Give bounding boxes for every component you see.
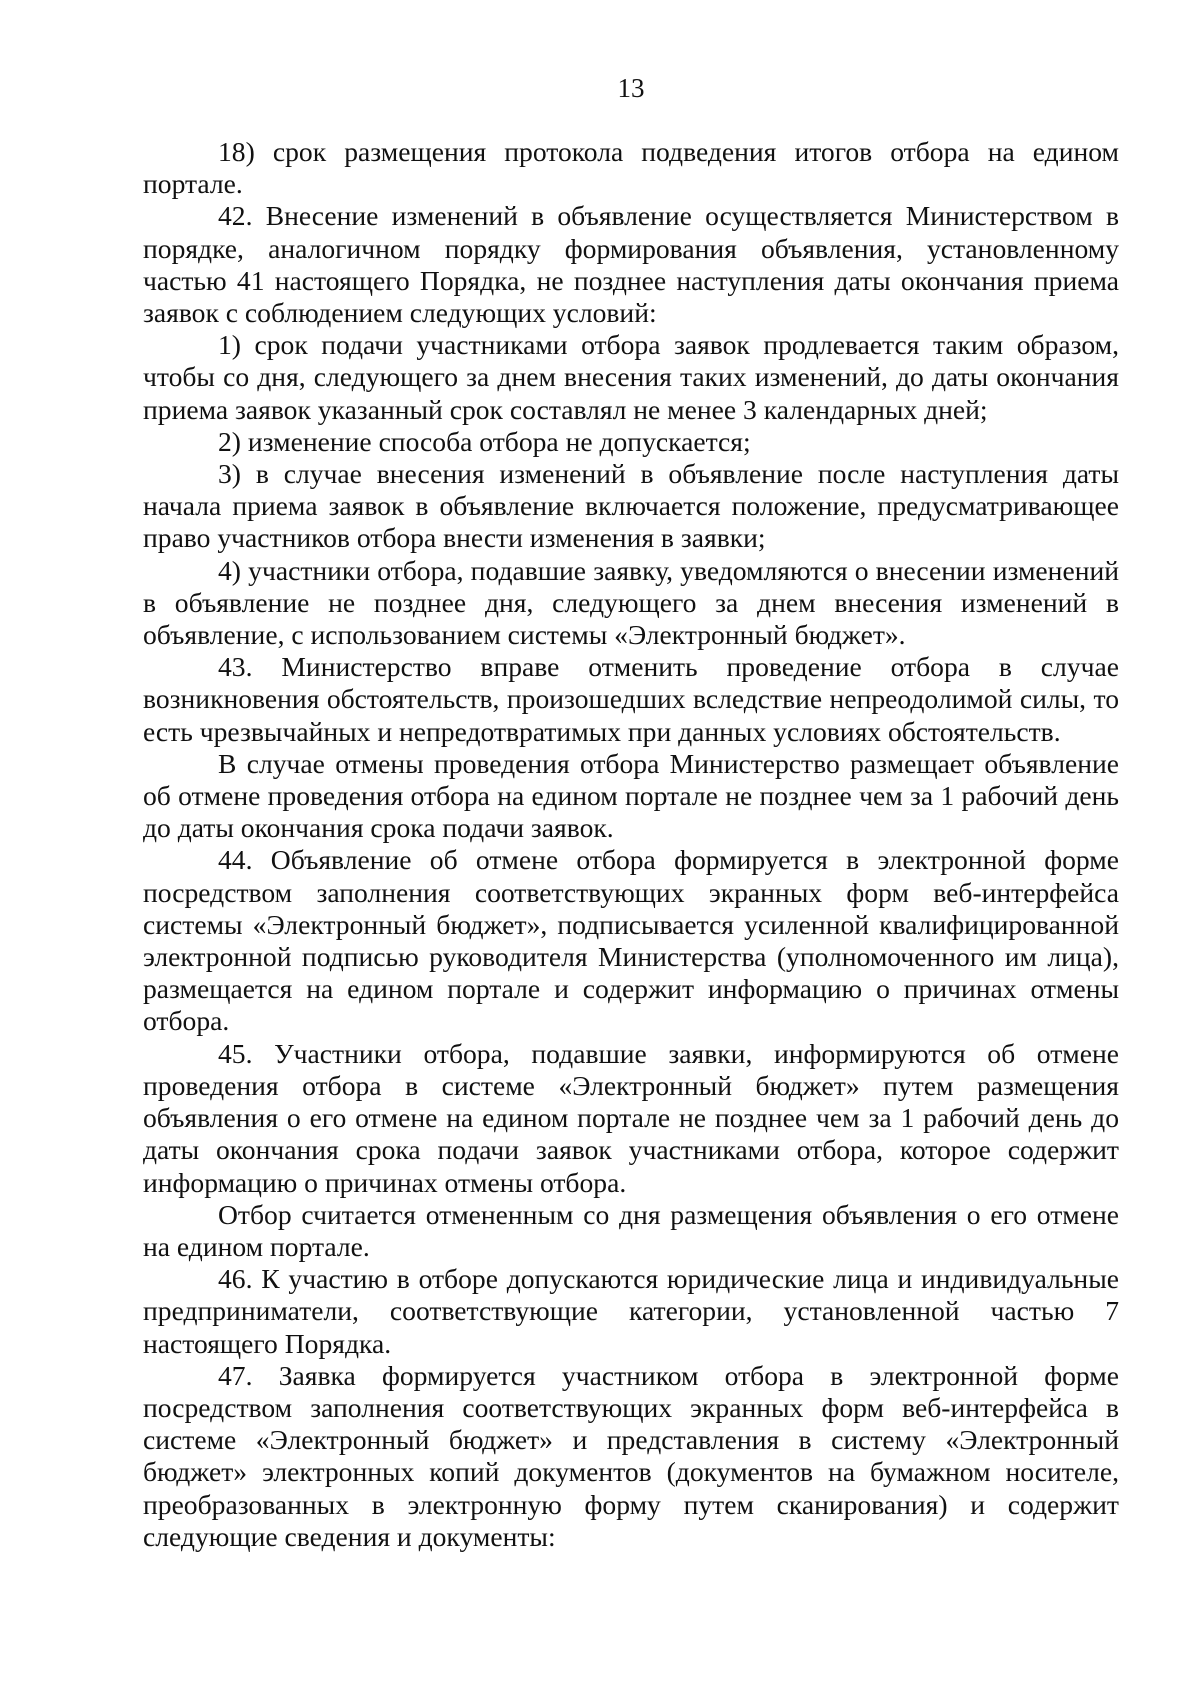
paragraph-44: 44. Объявление об отмене отбора формируется в электронной форме посредством заполнения соответствующих экранных форм веб-интерфейса системы «Электронный бюджет», подписывается усиленной квалифицированной электронной подписью руководителя Министерства (уполномоченного им лица), размещается на едином портале и содержит информацию о причинах отмены отбора. — [143, 844, 1119, 1037]
paragraph-43-cancellation: В случае отмены проведения отбора Министерство размещает объявление об отмене проведения отбора на едином портале не позднее чем за 1 рабочий день до даты окончания срока подачи заявок. — [143, 747, 1119, 844]
paragraph-42-condition-3: 3) в случае внесения изменений в объявление после наступления даты начала приема заявок в объявление включается положение, предусматривающее право участников отбора внести изменения в заявки; — [143, 458, 1119, 554]
paragraph-45: 45. Участники отбора, подавшие заявки, информируются об отмене проведения отбора в системе «Электронный бюджет» путем размещения объявления о его отмене на едином портале не позднее чем за 1 рабочий день до даты окончания срока подачи заявок участниками отбора, которое содержит информацию о причинах отмены отбора. — [143, 1037, 1119, 1198]
paragraph-42: 42. Внесение изменений в объявление осуществляется Министерством в порядке, аналогичном порядку формирования объявления, установленному частью 41 настоящего Порядка, не позднее наступления даты окончания приема заявок с соблюдением следующих условий: — [143, 200, 1119, 329]
paragraph-42-condition-1: 1) срок подачи участниками отбора заявок продлевается таким образом, чтобы со дня, следующего за днем внесения таких изменений, до даты окончания приема заявок указанный срок составлял не менее 3 календарных дней; — [143, 329, 1119, 425]
paragraph-46: 46. К участию в отборе допускаются юридические лица и индивидуальные предприниматели, соответствующие категории, установленной частью 7 настоящего Порядка. — [143, 1263, 1119, 1359]
paragraph-43: 43. Министерство вправе отменить проведение отбора в случае возникновения обстоятельств, произошедших вследствие непреодолимой силы, то есть чрезвычайных и непредотвратимых при данных условиях обстоятельств. — [143, 651, 1119, 747]
paragraph-42-condition-2: 2) изменение способа отбора не допускается; — [218, 425, 751, 457]
paragraph-42-condition-4: 4) участники отбора, подавшие заявку, уведомляются о внесении изменений в объявление не позднее дня, следующего за днем внесения изменений в объявление, с использованием системы «Электронный бюджет». — [143, 554, 1119, 651]
paragraph-47: 47. Заявка формируется участником отбора в электронной форме посредством заполнения соответствующих экранных форм веб-интерфейса в системе «Электронный бюджет» и представления в систему «Электронный бюджет» электронных копий документов (документов на бумажном носителе, преобразованных в электронную форму путем сканирования) и содержит следующие сведения и документы: — [143, 1359, 1119, 1552]
paragraph-45-cancelled: Отбор считается отмененным со дня размещения объявления о его отмене на едином портале. — [143, 1198, 1119, 1262]
document-body — [143, 136, 1119, 1553]
paragraph-item-18: 18) срок размещения протокола подведения итогов отбора на едином портале. — [143, 136, 1119, 200]
page-number: 13 — [617, 73, 645, 103]
